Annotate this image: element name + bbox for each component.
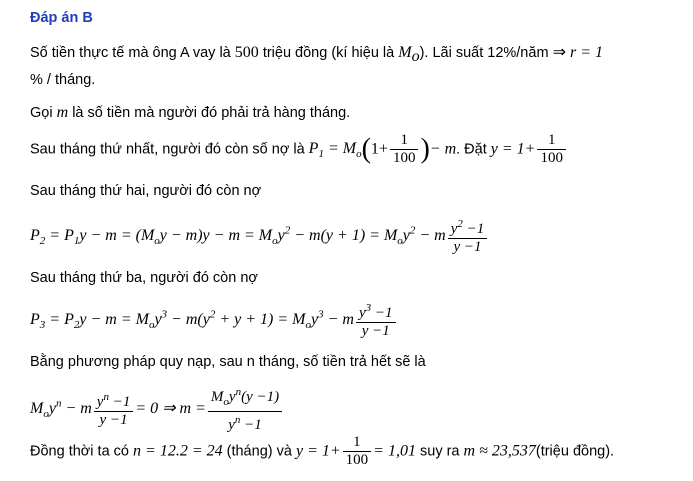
payment-definition-line: Gọi m là số tiền mà người đó phải trả hàng tháng. xyxy=(30,104,351,121)
third-month-formula: $P_3 = P_2y - m = M_oy^3 - m(y^2 + y + 1) = M_oy^3 - m$ $\frac{y^3 -1}{y -1}$ xyxy=(30,300,398,340)
fraction-1-100: $\frac{1}{100}$ xyxy=(343,434,372,469)
rate-unit-line: % / tháng. xyxy=(30,72,96,88)
answer-title: Đáp án B xyxy=(30,10,93,26)
induction-formula: $M_oy^n - m$ $\frac{y^n -1}{y -1}$ = 0 ⇒ m = $\frac{M_oy^n(y -1)}{y^n -1}$ xyxy=(30,384,284,434)
third-month-line: Sau tháng thứ ba, người đó còn nợ xyxy=(30,270,258,286)
fraction-1-100: $\frac{1}{100}$ xyxy=(390,132,419,167)
loan-amount-line: Số tiền thực tế mà ông A vay là 500 triệu đồng (kí hiệu là $M_o$). Lãi suất 12%/năm ⇒ r = 1 xyxy=(30,44,604,65)
second-month-formula: $P_2 = P_1y - m = (M_oy - m)y - m = M_oy^2 - m(y + 1) = M_oy^2 - m$ $\frac{y^2 -1}{y -1}$ xyxy=(30,216,489,256)
second-month-line: Sau tháng thứ hai, người đó còn nợ xyxy=(30,183,262,199)
first-month-line: Sau tháng thứ nhất, người đó còn số nợ là $P_1 = M_o(1+$ $\frac{1}{100}$ )− m. Đặt y = 1+ $\frac{1}{100}$ xyxy=(30,132,568,167)
fraction-1-100: $\frac{1}{100}$ xyxy=(537,132,566,167)
induction-line: Bằng phương pháp quy nạp, sau n tháng, số tiền trả hết sẽ là xyxy=(30,354,426,370)
conclusion-line: Đồng thời ta có n = 12.2 = 24 (tháng) và y = 1+ $\frac{1}{100}$ = 1,01 suy ra m ≈ 23,537(triệu đồng). xyxy=(30,434,615,468)
